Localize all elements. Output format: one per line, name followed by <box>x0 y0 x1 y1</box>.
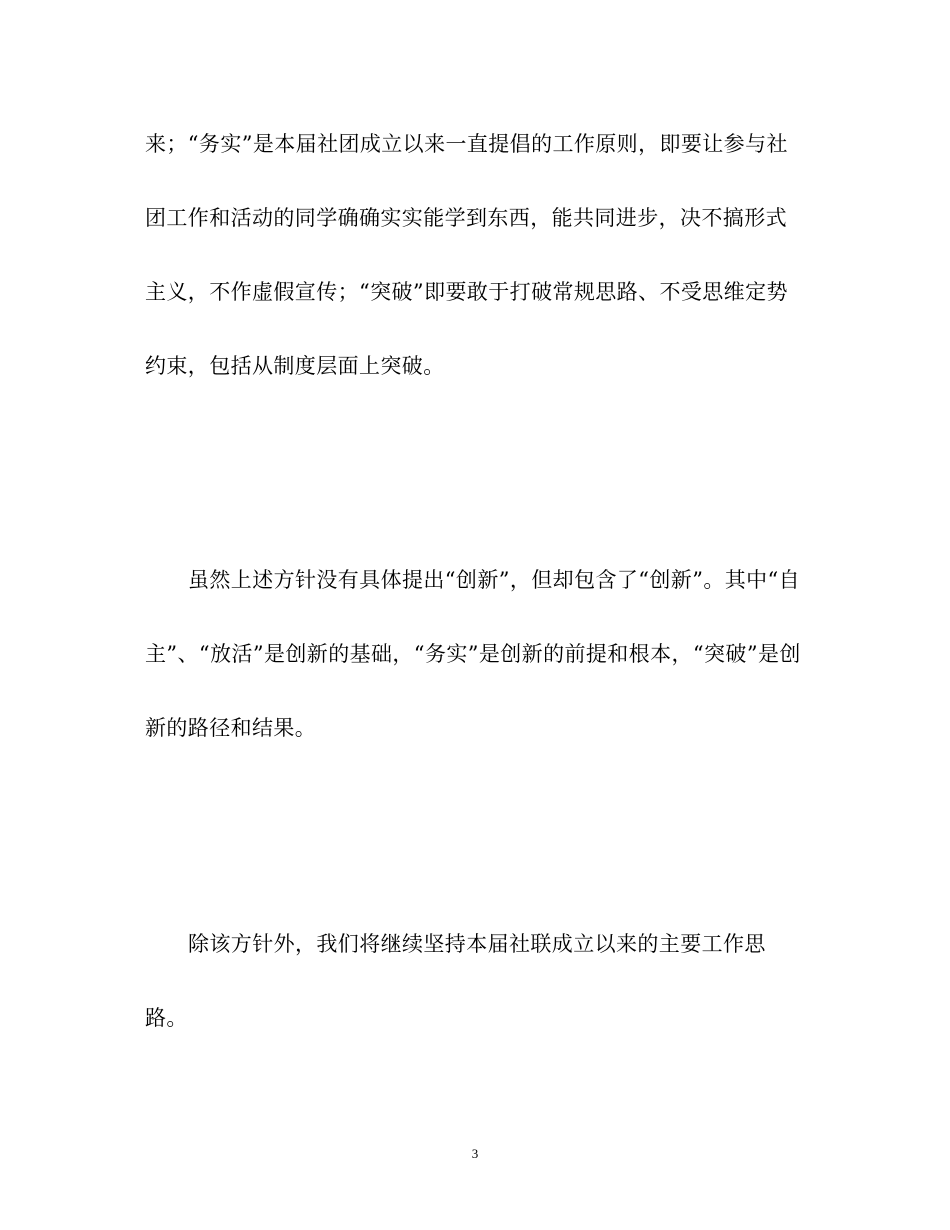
paragraph-line: 约束，包括从制度层面上突破。 <box>145 354 445 378</box>
paragraph-line: 来；“务实”是本届社团成立以来一直提倡的工作原则，即要让参与社 <box>145 132 788 156</box>
paragraph-line: 新的路径和结果。 <box>145 716 317 740</box>
paragraph-line: 虽然上述方针没有具体提出“创新”，但却包含了“创新”。其中“自 <box>188 568 801 592</box>
paragraph-line: 除该方针外，我们将继续坚持本届社联成立以来的主要工作思 <box>188 932 766 956</box>
page-number: 3 <box>471 1146 479 1161</box>
paragraph-line: 路。 <box>145 1006 188 1030</box>
paragraph-line: 主义，不作虚假宣传；“突破”即要敢于打破常规思路、不受思维定势 <box>145 280 788 304</box>
paragraph-line: 主”、“放活”是创新的基础，“务实”是创新的前提和根本，“突破”是创 <box>145 642 801 666</box>
paragraph-line: 团工作和活动的同学确确实实能学到东西，能共同进步，决不搞形式 <box>145 206 787 230</box>
